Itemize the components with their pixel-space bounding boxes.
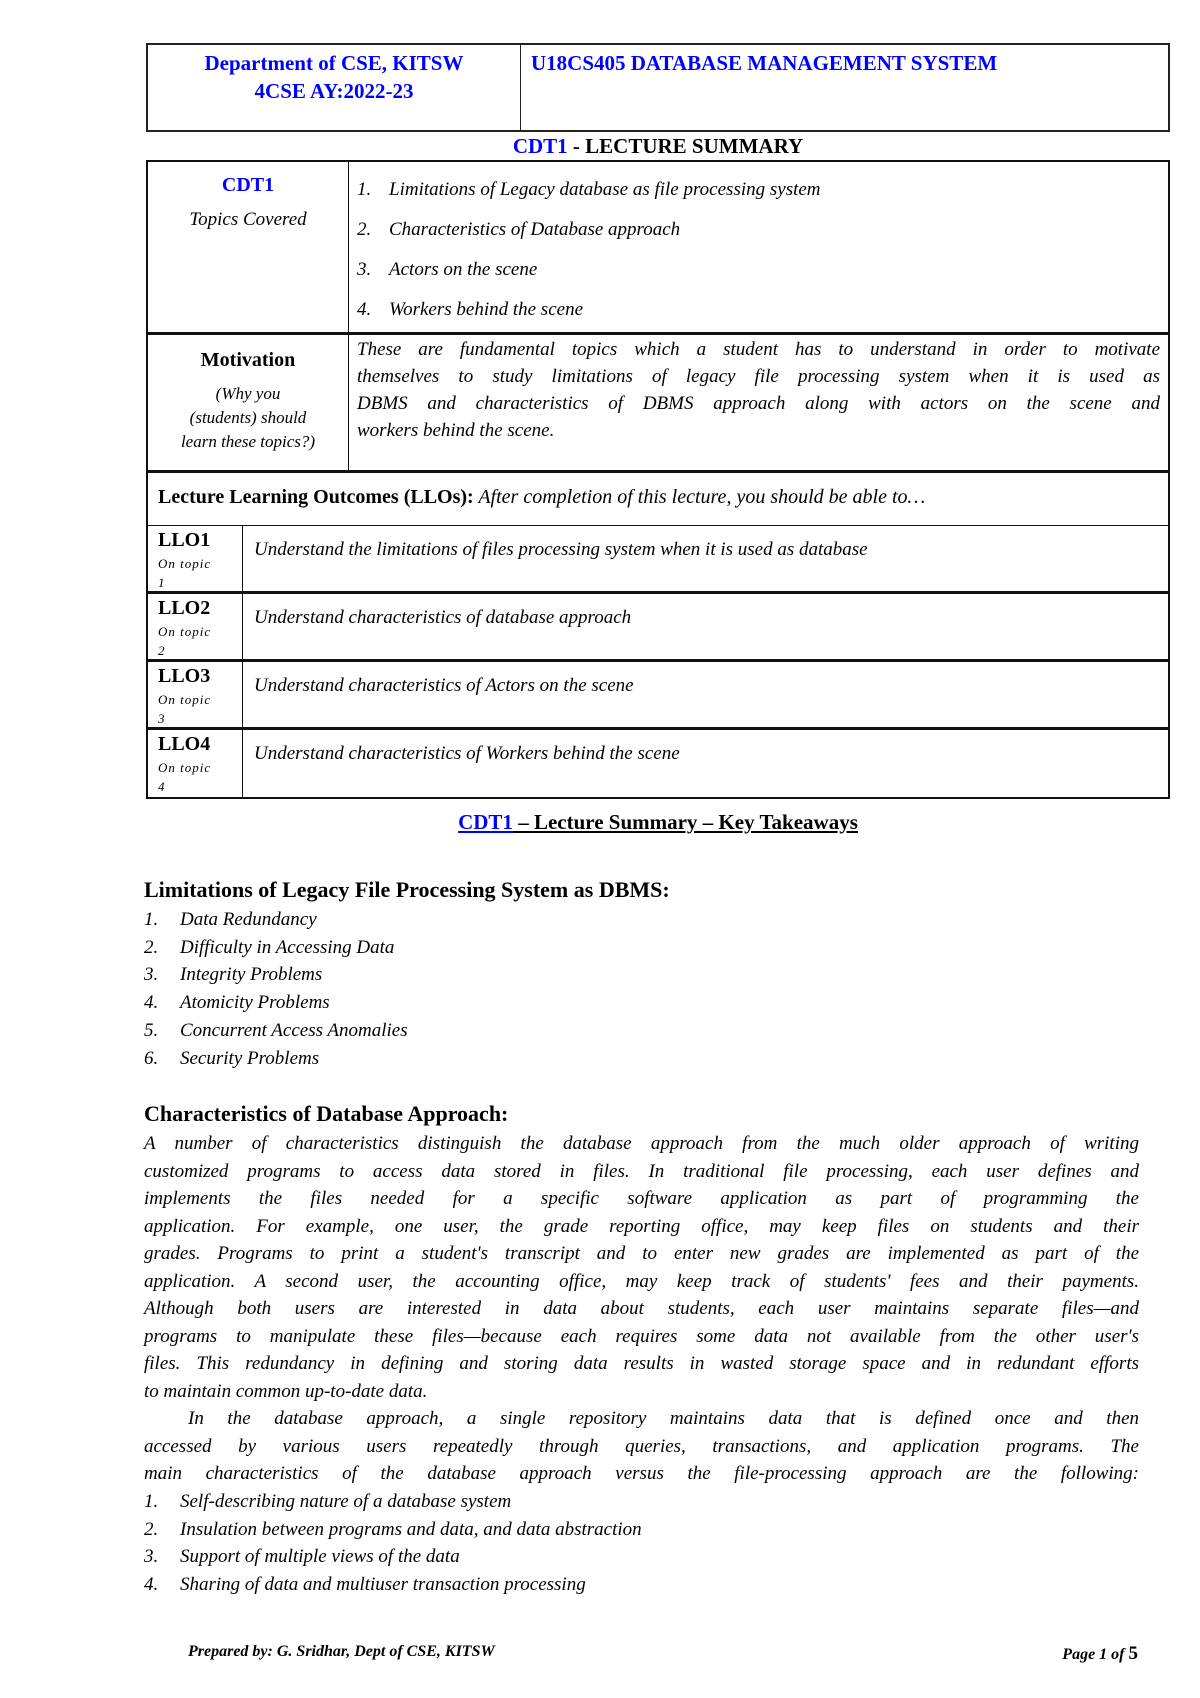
llo-row — [148, 594, 1168, 662]
topic-item — [357, 290, 1160, 330]
topics-list — [349, 162, 1168, 332]
limitations-list — [144, 906, 408, 1072]
motivation-sub: (students) should — [189, 408, 307, 427]
motivation-sub: learn these topics?) — [180, 432, 316, 451]
motivation-line: themselves to study limitations of legacy file processing system when it is used as — [357, 366, 1160, 387]
topics-row — [148, 162, 1168, 335]
llo-topic: 3 — [158, 711, 166, 726]
topic-number: 4. — [357, 299, 372, 320]
llo-row — [148, 730, 1168, 797]
llo-row — [148, 526, 1168, 594]
llo-header-italic: After completion of this lecture, you should be able to… — [473, 486, 926, 508]
topic-number: 2. — [357, 219, 372, 240]
paragraph-line: customized programs to access data stored in files. In traditional file processing, each user defines and — [144, 1160, 1139, 1182]
paragraph-line: to maintain common up-to-date data. — [144, 1380, 428, 1402]
topics-code: CDT1 — [221, 174, 275, 196]
topics-label-cell — [148, 162, 349, 332]
llo-text: Understand characteristics of Workers behind the scene — [254, 743, 680, 764]
llo-topic: 4 — [158, 779, 166, 794]
list-item: 1. Self-describing nature of a database system — [144, 1491, 512, 1512]
department-name: Department of CSE, KITSW — [204, 51, 464, 75]
page-total: 5 — [1128, 1643, 1138, 1664]
topic-item — [357, 210, 1160, 250]
motivation-sub: (Why you — [215, 384, 281, 403]
motivation-title: Motivation — [200, 349, 296, 371]
header-table — [146, 43, 1170, 132]
characteristics-heading: Characteristics of Database Approach: — [144, 1101, 509, 1126]
page-label: Page 1 of — [1062, 1646, 1129, 1663]
llo-sub: On topic — [158, 624, 212, 639]
list-item: 3. Support of multiple views of the data — [144, 1546, 460, 1567]
llo-id: LLO1 — [158, 529, 211, 551]
footer-page-number — [1062, 1643, 1138, 1665]
summary-title-text: - LECTURE SUMMARY — [567, 134, 804, 158]
list-item: 2. Insulation between programs and data, and data abstraction — [144, 1518, 642, 1540]
paragraph-line: grades. Programs to print a student's transcript and to enter new grades are implemented as part of the — [144, 1243, 1139, 1264]
paragraph-line: programs to manipulate these files—because each requires some data not available from the other user's — [144, 1325, 1139, 1347]
motivation-row — [148, 335, 1168, 473]
course-title: U18CS405 DATABASE MANAGEMENT SYSTEM — [531, 51, 998, 75]
list-item: 4. Atomicity Problems — [144, 992, 330, 1014]
list-item: 3. Integrity Problems — [144, 964, 323, 986]
footer-prepared-by: Prepared by: G. Sridhar, Dept of CSE, KITSW — [188, 1643, 495, 1660]
characteristics-list — [144, 1488, 642, 1598]
topic-text: Workers behind the scene — [389, 299, 583, 320]
topic-text: Actors on the scene — [389, 259, 538, 280]
topic-item — [357, 170, 1160, 210]
llo-row — [148, 662, 1168, 730]
llo-text: Understand characteristics of database approach — [254, 607, 632, 628]
llo-text: Understand the limitations of files processing system when it is used as database — [254, 539, 868, 560]
list-item: 6. Security Problems — [144, 1047, 320, 1069]
motivation-line: DBMS and characteristics of DBMS approach along with actors on the scene and — [357, 393, 1160, 414]
topic-text: Limitations of Legacy database as file processing system — [389, 179, 821, 200]
key-takeaways-text: – Lecture Summary – Key Takeaways — [512, 810, 858, 834]
paragraph-line: application. For example, one user, the grade reporting office, may keep files on students and their — [144, 1215, 1139, 1237]
key-takeaways-title — [146, 810, 1170, 835]
llo-header-row — [148, 473, 1168, 526]
paragraph-line: Although both users are interested in data about students, each user maintains separate files—and — [144, 1298, 1139, 1319]
key-takeaways-link[interactable]: CDT1 — [458, 810, 513, 834]
motivation-text — [349, 335, 1168, 470]
list-item: 2. Difficulty in Accessing Data — [144, 936, 395, 958]
lecture-summary-table — [146, 160, 1170, 799]
paragraph-line: implements the files needed for a specific software application as part of programming the — [144, 1188, 1139, 1209]
summary-title — [146, 134, 1170, 159]
department-cell — [148, 45, 521, 130]
paragraph-line: main characteristics of the database approach versus the file-processing approach are the following: — [144, 1463, 1139, 1484]
llo-id: LLO3 — [158, 665, 211, 687]
list-item: 5. Concurrent Access Anomalies — [144, 1019, 408, 1041]
llo-topic: 2 — [158, 643, 166, 658]
paragraph-line: accessed by various users repeatedly through queries, transactions, and application programs. The — [144, 1435, 1139, 1457]
llo-header — [148, 473, 935, 525]
characteristics-paragraph — [144, 1130, 1139, 1488]
topic-number: 3. — [357, 259, 372, 280]
llo-id: LLO4 — [158, 733, 211, 755]
summary-code: CDT1 — [512, 134, 568, 158]
llo-header-bold: Lecture Learning Outcomes (LLOs): — [158, 486, 474, 508]
paragraph-line: In the database approach, a single repository maintains data that is defined once and then — [188, 1408, 1139, 1429]
llo-sub: On topic — [158, 692, 212, 707]
motivation-line: workers behind the scene. — [357, 420, 555, 441]
topic-number: 1. — [357, 179, 372, 200]
motivation-line: These are fundamental topics which a student has to understand in order to motivate — [357, 339, 1160, 360]
paragraph-line: files. This redundancy in defining and storing data results in wasted storage space and in redundant efforts — [144, 1353, 1139, 1374]
limitations-heading: Limitations of Legacy File Processing System as DBMS: — [144, 877, 670, 902]
llo-topic: 1 — [158, 575, 166, 590]
topic-item — [357, 250, 1160, 290]
topics-label: Topics Covered — [189, 209, 307, 230]
llo-sub: On topic — [158, 556, 212, 571]
paragraph-line: application. A second user, the accounting office, may keep track of students' fees and their payments. — [144, 1270, 1139, 1292]
list-item: 1. Data Redundancy — [144, 909, 317, 930]
llo-id: LLO2 — [158, 597, 211, 619]
llo-text: Understand characteristics of Actors on the scene — [254, 675, 634, 696]
academic-year: 4CSE AY:2022-23 — [254, 79, 414, 103]
paragraph-line: A number of characteristics distinguish the database approach from the much older approach of writing — [144, 1133, 1139, 1154]
motivation-label-cell — [148, 335, 349, 470]
llo-sub: On topic — [158, 760, 212, 775]
list-item: 4. Sharing of data and multiuser transaction processing — [144, 1573, 586, 1595]
topic-text: Characteristics of Database approach — [389, 219, 681, 240]
